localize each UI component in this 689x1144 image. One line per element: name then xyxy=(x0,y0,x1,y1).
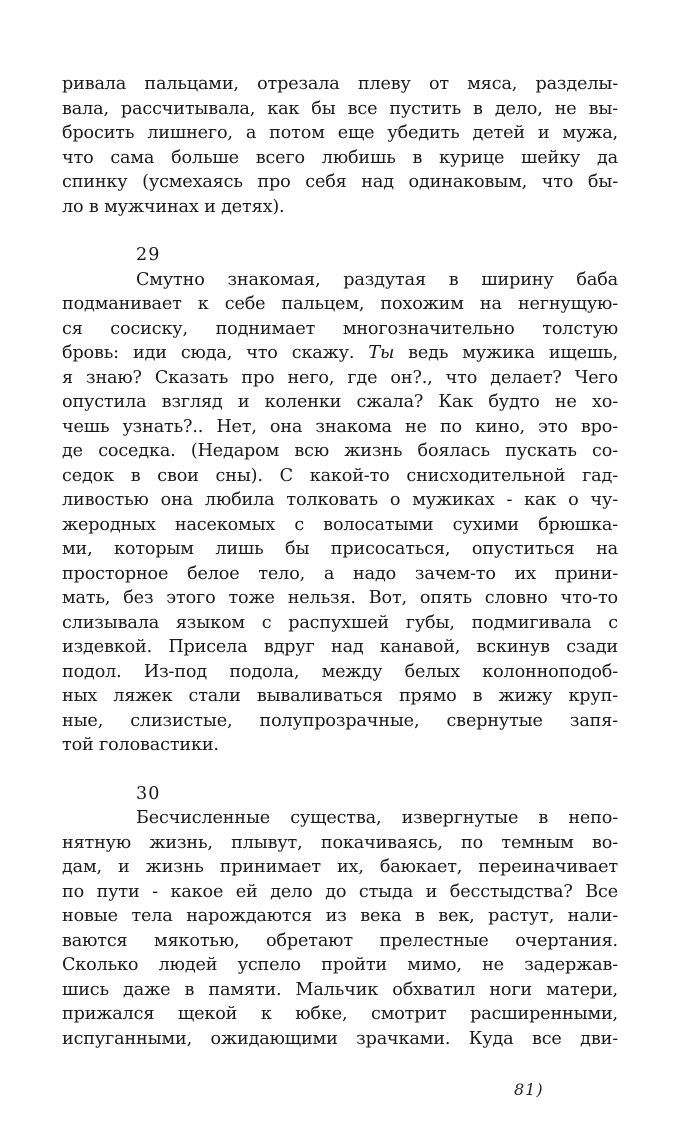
text-line: подол. Из-под подола, между белых колонноподоб- xyxy=(62,661,618,682)
text-line: дам, и жизнь принимает их, баюкает, переиначивает xyxy=(62,857,618,877)
text-line: издевкой. Присела вдруг над канавой, вскинув сзади xyxy=(62,637,618,657)
text-line: де соседка. (Недаром всю жизнь боялась пускать со- xyxy=(62,441,618,461)
section-number: 29 xyxy=(136,245,161,265)
section-number: 30 xyxy=(136,783,161,804)
section-29 xyxy=(62,243,618,758)
text-line: что сама больше всего любишь в курице шейку да xyxy=(62,147,618,168)
text-line: спинку (усмехаясь про себя над одинаковым, что бы- xyxy=(62,172,618,192)
text-line: я знаю? Сказать про него, где он?., что делает? Чего xyxy=(62,367,618,388)
text-line: нятную жизнь, плывут, покачиваясь, по темным во- xyxy=(62,832,618,853)
text-fragment: ведь мужика ищешь, xyxy=(394,343,618,363)
text-line: вала, рассчитывала, как бы все пустить в дело, не вы- xyxy=(62,98,618,119)
text-line: жеродных насекомых с волосатыми сухими брюшка- xyxy=(62,514,618,535)
page-number: 81) xyxy=(514,1080,544,1099)
text-line: Смутно знакомая, раздутая в ширину баба xyxy=(136,269,618,290)
text-line: чешь узнать?.. Нет, она знакома не по кино, это вро- xyxy=(62,416,618,437)
paragraph-continued xyxy=(62,72,618,219)
text-line: ло в мужчинах и детях). xyxy=(62,196,285,217)
text-line: ных ляжек стали вываливаться прямо в жижу круп- xyxy=(62,686,618,706)
emphasis-text: Ты xyxy=(368,343,395,363)
text-line: новые тела нарождаются из века в век, растут, нали- xyxy=(62,906,618,926)
text-line: по пути - какое ей дело до стыда и бесстыдства? Все xyxy=(62,881,618,902)
section-30 xyxy=(62,782,618,1052)
text-line: мать, без этого тоже нельзя. Вот, опять словно что-то xyxy=(62,588,618,608)
text-line: ся сосиску, поднимает многозначительно толстую xyxy=(62,318,618,339)
text-line: слизывала языком с распухшей губы, подмигивала с xyxy=(62,612,618,633)
text-line: той головастики. xyxy=(62,735,219,755)
text-line: ваются мякотью, обретают прелестные очертания. xyxy=(62,930,618,951)
text-line: ми, которым лишь бы присосаться, опуститься на xyxy=(62,539,618,559)
text-line: ривала пальцами, отрезала плеву от мяса, разделы- xyxy=(62,74,618,94)
page-text xyxy=(62,72,618,1051)
text-line: седок в свои сны). С какой-то снисходительной гад- xyxy=(62,465,618,486)
text-line: испуганными, ожидающими зрачками. Куда все дви- xyxy=(62,1028,618,1049)
text-line: просторное белое тело, а надо зачем-то их прини- xyxy=(62,563,618,584)
text-line: подманивает к себе пальцем, похожим на негнущую- xyxy=(62,294,618,314)
text-line xyxy=(62,341,618,366)
text-fragment: бровь: иди сюда, что скажу. xyxy=(62,343,369,363)
text-line: бросить лишнего, а потом еще убедить детей и мужа, xyxy=(62,123,618,143)
text-line: ные, слизистые, полупрозрачные, свернутые запя- xyxy=(62,710,618,731)
text-line: шись даже в памяти. Мальчик обхватил ноги матери, xyxy=(62,979,618,1000)
text-line: ливостью она любила толковать о мужиках - как о чу- xyxy=(62,490,618,510)
text-line: Бесчисленные существа, извергнутые в непо- xyxy=(136,808,618,828)
text-line: Сколько людей успело пройти мимо, не задержав- xyxy=(62,955,618,975)
text-line: прижался щекой к юбке, смотрит расширенными, xyxy=(62,1004,618,1024)
text-line: опустила взгляд и коленки сжала? Как будто не хо- xyxy=(62,392,618,412)
